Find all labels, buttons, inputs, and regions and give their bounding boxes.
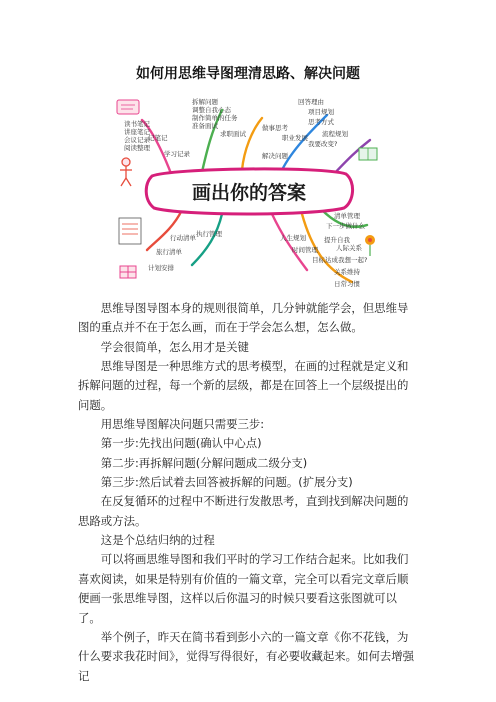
mind-map-label: 记笔记 xyxy=(148,134,168,142)
mind-map-branch xyxy=(242,118,262,170)
document-title: 如何用思维导图理清思路、解决问题 xyxy=(136,66,360,82)
mind-map-label: 回答理由 xyxy=(298,98,324,106)
mind-map-label: 执行管理 xyxy=(196,230,222,238)
paragraph: 第二步:再拆解问题(分解问题成二级分支) xyxy=(100,455,308,470)
mind-map-label: 拆解问题 xyxy=(192,98,218,106)
mind-map-label: 准备面试 xyxy=(192,122,218,130)
mind-map-label: 关系维持 xyxy=(334,268,360,276)
mind-map-label: 讲座笔记 xyxy=(124,128,150,136)
mind-map-label: 职业发展 xyxy=(282,134,308,142)
mind-map-label: 我想一起? xyxy=(338,256,368,264)
paragraph: 思维导图是一种思维方式的思考模型，在画的过程就是定义和拆解问题的过程，每一个新的层级，都是在回答上一个层级提出的问题。 xyxy=(78,359,409,412)
mind-map-label: 时间管理 xyxy=(292,246,318,254)
mind-map-branch xyxy=(192,214,222,265)
mind-map-label: 人生规划 xyxy=(280,234,306,242)
paragraph: 这是个总结归纳的过程 xyxy=(100,533,215,548)
mind-map-label: 下一步做什么 xyxy=(326,222,365,230)
mind-map-label: 目标达成 xyxy=(312,256,338,264)
mind-map-branch xyxy=(272,214,307,270)
book-icon xyxy=(359,148,377,160)
mind-map-center xyxy=(146,169,352,214)
mind-map-label: 解决问题 xyxy=(262,152,288,160)
stick-figure-icon xyxy=(120,158,132,186)
mind-map-label: 调整自我心态 xyxy=(192,106,231,114)
paragraph: 可以将画思维导图和我们平时的学习工作结合起来。比如我们喜欢阅读，如果是特别有价值的一篇文章，完全可以看完文章后顺便画一张思维导图，这样以后你温习的时候只要看这张图就可以了。 xyxy=(78,552,409,625)
list-card-icon xyxy=(119,218,141,244)
mind-map-label: 清单管理 xyxy=(334,212,360,220)
mind-map-label: 流程规划 xyxy=(322,130,348,138)
mind-map-label: 行动清单 xyxy=(170,234,196,242)
mind-map-center-text: 画出你的答案 xyxy=(191,182,307,204)
paragraph: 在反复循环的过程中不断进行发散思考，直到找到解决问题的思路或方法。 xyxy=(78,494,409,528)
mind-map-illustration xyxy=(112,90,384,296)
mind-map-label: 人际关系 xyxy=(336,244,362,252)
mind-map-label: 制作简单的任务 xyxy=(192,114,238,122)
mind-map-label: 项目规划 xyxy=(308,108,334,116)
mind-map-label: 计划安排 xyxy=(148,264,174,272)
mind-map-branch xyxy=(147,210,182,250)
paragraph: 学会很简单，怎么用才是关键 xyxy=(100,339,249,354)
paragraph: 用思维导图解决问题只需要三步: xyxy=(100,417,265,432)
paragraph: 第一步:先找出问题(确认中心点) xyxy=(100,436,262,451)
paragraph: 第三步:然后试着去回答被拆解的问题。(扩展分支) xyxy=(100,475,353,490)
document-body xyxy=(78,299,418,686)
mind-map-label: 提升自我 xyxy=(324,236,350,244)
notebook-icon xyxy=(117,100,139,114)
mind-map-label: 思考方式 xyxy=(308,118,334,126)
mind-map-label: 阅读整理 xyxy=(124,144,150,152)
mind-map-label: 日常习惯 xyxy=(334,280,360,288)
paragraph: 举个例子，昨天在简书看到彭小六的一篇文章《你不花钱，为什么要求我花时间》，觉得写得很好，有必要收藏起来。如何去增强记 xyxy=(78,629,415,683)
mind-map-label: 旅行清单 xyxy=(156,248,182,256)
mind-map-label: 读书笔记 xyxy=(124,120,150,128)
mind-map-label: 我要改变? xyxy=(308,140,338,148)
mind-map-label: 做事思考 xyxy=(262,124,288,132)
paragraph: 思维导图导图本身的规则很简单，几分钟就能学会，但思维导图的重点并不在于怎么画，而在于学会怎么想，怎么做。 xyxy=(78,301,409,335)
flower-icon xyxy=(365,235,375,256)
mind-map-label: 学习记录 xyxy=(164,150,190,158)
mind-map-label: 求职面试 xyxy=(220,130,246,138)
gift-icon xyxy=(120,266,136,278)
mind-map-label: 会议记录 xyxy=(124,136,150,144)
